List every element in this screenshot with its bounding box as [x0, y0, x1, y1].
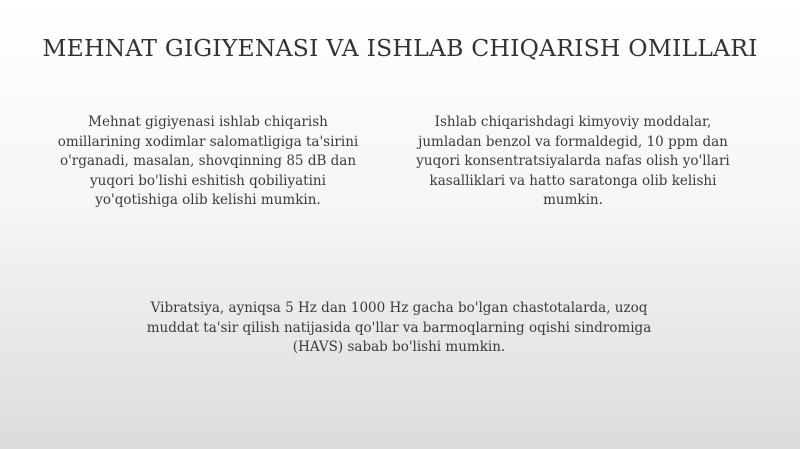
paragraph-chemicals: Ishlab chiqarishdagi kimyoviy moddalar, jumladan benzol va formaldegid, 10 ppm dan yuqori konsentratsiyalarda nafas olish yo'llari kasalliklari va hatto saratonga olib kelishi mumkin. — [416, 114, 730, 208]
slide-title: MEHNAT GIGIYENASI VA ISHLAB CHIQARISH OMILLARI — [42, 34, 758, 62]
paragraph-noise: Mehnat gigiyenasi ishlab chiqarish omillarining xodimlar salomatligiga ta'sirini o'rganadi, masalan, shovqinning 85 dB dan yuqori bo'lishi eshitish qobiliyatini yo'qotishiga olib kelishi mumkin. — [57, 114, 359, 208]
paragraph-vibration: Vibratsiya, ayniqsa 5 Hz dan 1000 Hz gacha bo'lgan chastotalarda, uzoq muddat ta'sir qilish natijasida qo'llar va barmoqlarning oqishi sindromiga (HAVS) sabab bo'lishi mumkin. — [146, 300, 652, 355]
